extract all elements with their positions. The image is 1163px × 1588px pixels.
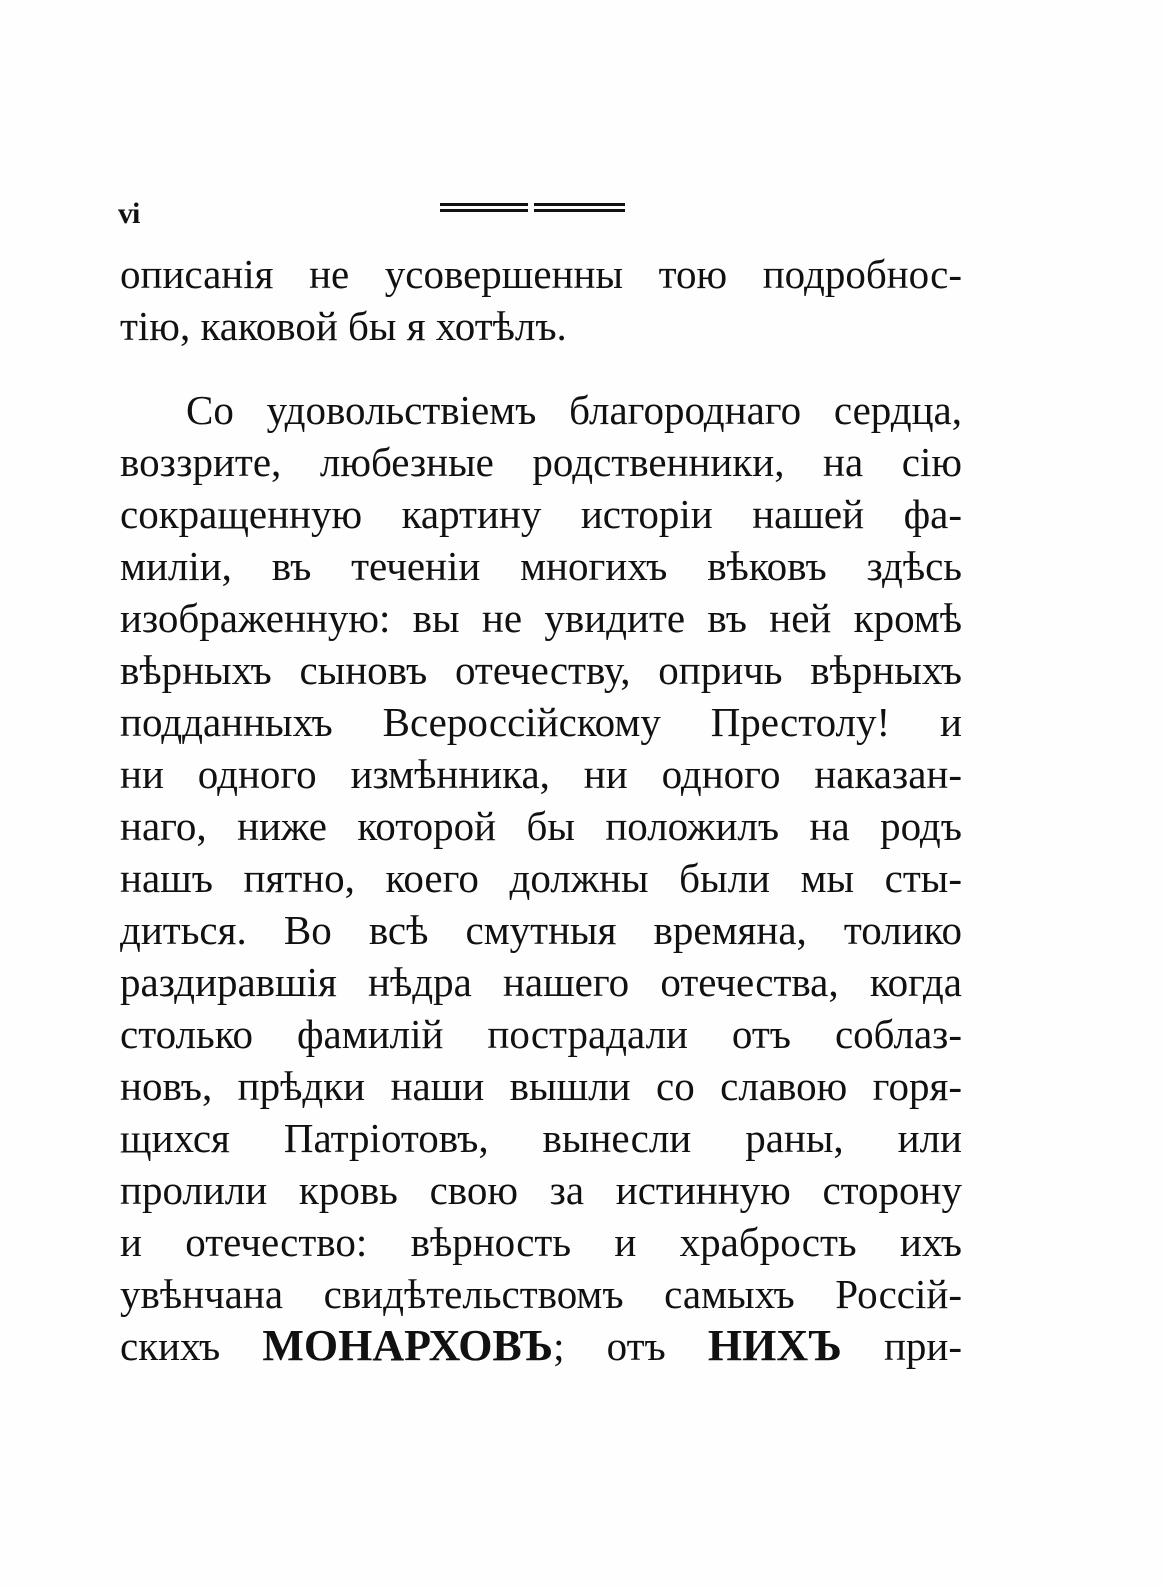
ornament-gap [528, 202, 534, 214]
text-line: миліи, въ теченіи многихъ вѣковъ здѣсь [120, 543, 962, 589]
text-line: сокращенную картину исторіи нашей фа- [120, 491, 962, 537]
text-fragment: скихъ [120, 1323, 221, 1369]
text-line: Со удовольствіемъ благороднаго сердца, [186, 387, 962, 433]
text-fragment: при- [883, 1323, 963, 1369]
text-line: подданныхъ Всероссійскому Престолу! и [120, 699, 962, 745]
page-number: vi [118, 197, 140, 230]
paragraph-2 [120, 384, 962, 1372]
text-line: и отечество: вѣрность и храбрость ихъ [120, 1219, 962, 1265]
text-line: тію, каковой бы я хотѣлъ. [120, 303, 567, 349]
text-line: ни одного измѣнника, ни одного наказан- [120, 751, 962, 797]
text-line: щихся Патріотовъ, вынесли раны, или [120, 1115, 962, 1161]
text-line: столько фамилій пострадали отъ соблаз- [120, 1011, 962, 1057]
text-line: нашъ пятно, коего должны были мы сты- [120, 855, 962, 901]
emphasized-word-them: НИХЪ [707, 1321, 842, 1370]
emphasized-word-monarchs: МОНАРХОВЪ [262, 1321, 554, 1370]
text-line: воззрите, любезные родственники, на сію [120, 439, 962, 485]
paragraph-1 [120, 248, 962, 352]
text-fragment: ; отъ [553, 1323, 666, 1369]
text-line: вѣрныхъ сыновъ отечеству, опричь вѣрныхъ [120, 647, 962, 693]
header-ornament-rule [440, 203, 625, 215]
text-line: диться. Во всѣ смутныя времяна, толико [120, 907, 962, 953]
text-line: увѣнчана свидѣтельствомъ самыхъ Россій- [120, 1271, 962, 1317]
text-line: раздиравшія нѣдра нашего отечества, когда [120, 959, 962, 1005]
text-line-final [120, 1320, 962, 1372]
text-line: пролили кровь свою за истинную сторону [120, 1167, 962, 1213]
text-line: новъ, прѣдки наши вышли со славою горя- [120, 1063, 962, 1109]
text-line: изображенную: вы не увидите въ ней кромѣ [120, 595, 962, 641]
text-line: описанія не усовершенны тою подробнос- [120, 251, 962, 297]
text-line: наго, ниже которой бы положилъ на родъ [120, 803, 962, 849]
